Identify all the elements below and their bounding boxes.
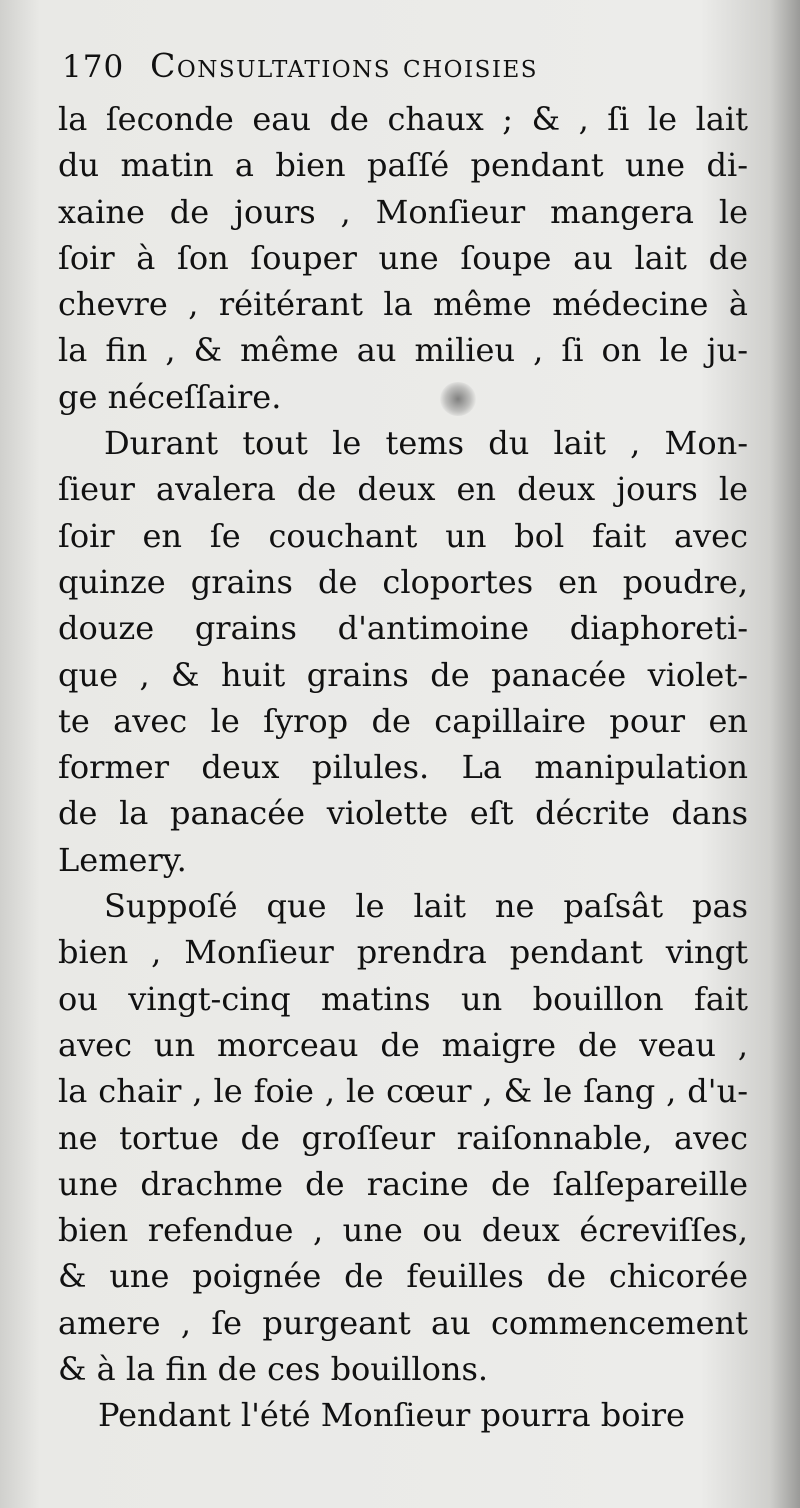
body-text xyxy=(58,96,748,1439)
text-line: une drachme de racine de ſalſepareille xyxy=(58,1164,748,1203)
text-line: de la panacée violette eſt décrite dans xyxy=(58,794,748,833)
text-line: ſoir à ſon ſouper une ſoupe au lait de xyxy=(58,238,748,277)
text-line: douze grains d'antimoine diaphoreti- xyxy=(58,609,748,648)
text-line: former deux pilules. La manipulation xyxy=(58,748,748,787)
paragraph-start-line: Pendant l'été Monſieur pourra boire xyxy=(98,1396,685,1435)
text-line: que , & huit grains de panacée violet- xyxy=(58,655,748,694)
running-head: Consultations choisies xyxy=(150,46,539,85)
paragraph-start-line: Durant tout le tems du lait , Mon- xyxy=(104,424,748,463)
text-line: ge néceſſaire. xyxy=(58,377,282,416)
text-line: avec un morceau de maigre de veau , xyxy=(58,1025,748,1064)
page-number: 170 xyxy=(62,49,125,85)
text-line: ſieur avalera de deux en deux jours le xyxy=(58,470,748,509)
text-line: ne tortue de groſſeur raiſonnable, avec xyxy=(58,1118,748,1157)
text-line: amere , ſe purgeant au commencement xyxy=(58,1303,748,1342)
text-line: la fin , & même au milieu , ſi on le ju- xyxy=(58,331,748,370)
text-line: bien refendue , une ou deux écreviſſes, xyxy=(58,1211,748,1250)
text-line: Lemery. xyxy=(58,840,187,879)
text-line: chevre , réitérant la même médecine à xyxy=(58,285,748,324)
text-line: ou vingt-cinq matins un bouillon fait xyxy=(58,979,748,1018)
text-line: du matin a bien paſſé pendant une di- xyxy=(58,146,748,185)
text-line: quinze grains de cloportes en poudre, xyxy=(58,562,748,601)
paragraph-start-line: Suppoſé que le lait ne paſsât pas xyxy=(104,887,748,926)
text-line: ſoir en ſe couchant un bol fait avec xyxy=(58,516,748,555)
text-line: & à la fin de ces bouillons. xyxy=(58,1350,489,1389)
text-line: bien , Monſieur prendra pendant vingt xyxy=(58,933,748,972)
text-line: la ſeconde eau de chaux ; & , ſi le lait xyxy=(58,100,748,138)
text-line: & une poignée de feuilles de chicorée xyxy=(58,1257,748,1296)
text-line: xaine de jours , Monſieur mangera le xyxy=(58,192,748,231)
page-header xyxy=(62,46,538,94)
text-line: te avec le ſyrop de capillaire pour en xyxy=(58,701,748,740)
text-line: la chair , le foie , le cœur , & le ſang , d'u- xyxy=(58,1072,748,1111)
